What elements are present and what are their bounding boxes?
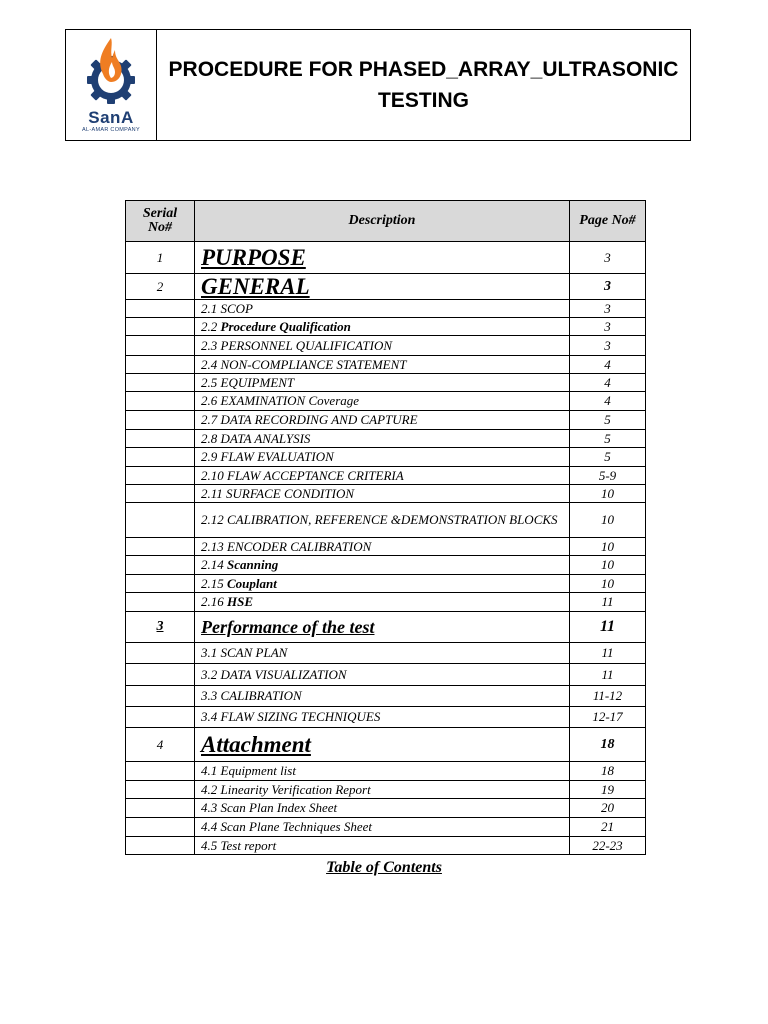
section-number: 3.1 [201, 645, 218, 660]
entry-title: Scan Plane Techniques Sheet [220, 819, 373, 834]
description-cell [195, 538, 570, 556]
section-number: 2.5 [201, 374, 218, 390]
section-row [126, 242, 646, 274]
entry-title: Scan Plan Index Sheet [220, 800, 338, 815]
serial-cell [126, 799, 195, 818]
entry-title: FLAW EVALUATION [220, 449, 334, 464]
table-row [126, 300, 646, 318]
table-row [126, 448, 646, 467]
entry-title: SURFACE CONDITION [226, 485, 355, 501]
table-row [126, 799, 646, 818]
entry-title: DATA ANALYSIS [220, 430, 311, 446]
section-title: Attachment [201, 731, 311, 757]
entry-title: Test report [220, 837, 277, 853]
company-subtitle: AL-AMAR COMPANY [82, 127, 140, 133]
description-cell [195, 242, 570, 274]
description-cell [195, 485, 570, 503]
entry-title: ENCODER CALIBRATION [227, 538, 372, 554]
page-cell: 11 [570, 593, 646, 612]
description-cell [195, 575, 570, 593]
section-row [126, 274, 646, 300]
description-cell [195, 411, 570, 430]
section-number: 2.3 [201, 337, 218, 353]
table-row [126, 593, 646, 612]
page-cell: 4 [570, 356, 646, 374]
description-cell [195, 374, 570, 392]
page-cell: 12-17 [570, 707, 646, 728]
entry-title: Procedure Qualification [220, 318, 351, 334]
page-cell: 10 [570, 503, 646, 538]
serial-cell: 2 [126, 274, 195, 300]
serial-cell [126, 818, 195, 837]
table-row [126, 575, 646, 593]
section-number: 4.3 [201, 800, 218, 815]
serial-cell [126, 300, 195, 318]
section-number: 2.13 [201, 538, 224, 554]
section-number: 2.2 [201, 318, 218, 334]
section-title: PURPOSE [201, 244, 306, 270]
table-row [126, 430, 646, 448]
section-number: 2.11 [201, 485, 223, 501]
description-cell [195, 556, 570, 575]
description-cell [195, 318, 570, 336]
section-number: 2.10 [201, 467, 224, 483]
section-number: 2.4 [201, 356, 218, 372]
entry-title: NON-COMPLIANCE STATEMENT [220, 356, 407, 372]
page-cell: 10 [570, 575, 646, 593]
entry-title: CALIBRATION, REFERENCE &DEMONSTRATION BLOCKS [227, 512, 558, 527]
entry-title: FLAW ACCEPTANCE CRITERIA [227, 467, 404, 483]
section-number: 4.2 [201, 781, 218, 797]
page-cell: 5 [570, 411, 646, 430]
serial-cell [126, 411, 195, 430]
description-cell [195, 728, 570, 762]
entry-title: CALIBRATION [220, 688, 302, 703]
page-cell: 11-12 [570, 686, 646, 707]
description-cell [195, 664, 570, 686]
description-cell [195, 686, 570, 707]
section-number: 4.5 [201, 837, 218, 853]
description-cell [195, 818, 570, 837]
section-number: 2.6 [201, 393, 218, 408]
entry-title: Couplant [227, 575, 277, 591]
serial-cell [126, 575, 195, 593]
serial-cell [126, 485, 195, 503]
serial-cell [126, 707, 195, 728]
page-cell: 10 [570, 538, 646, 556]
description-cell [195, 593, 570, 612]
page-cell: 3 [570, 274, 646, 300]
company-brand: SanA [88, 108, 134, 127]
page-cell: 3 [570, 318, 646, 336]
entry-title: PERSONNEL QUALIFICATION [220, 337, 393, 353]
description-cell [195, 467, 570, 485]
table-row [126, 467, 646, 485]
serial-cell [126, 467, 195, 485]
page-cell: 11 [570, 612, 646, 643]
description-cell [195, 356, 570, 374]
page-cell: 3 [570, 300, 646, 318]
document-header [65, 29, 691, 141]
section-number: 2.9 [201, 449, 218, 464]
table-row [126, 781, 646, 799]
table-row [126, 707, 646, 728]
serial-cell [126, 664, 195, 686]
serial-cell [126, 430, 195, 448]
page-cell: 21 [570, 818, 646, 837]
description-cell [195, 799, 570, 818]
table-row [126, 762, 646, 781]
page-cell: 20 [570, 799, 646, 818]
table-row [126, 503, 646, 538]
entry-title: DATA RECORDING AND CAPTURE [220, 412, 418, 427]
header-description: Description [195, 201, 570, 242]
page-cell: 11 [570, 643, 646, 664]
table-row [126, 556, 646, 575]
serial-cell [126, 556, 195, 575]
serial-cell [126, 593, 195, 612]
section-title: Performance of the test [201, 617, 375, 637]
entry-title: SCAN PLAN [220, 645, 288, 660]
page-cell: 5-9 [570, 467, 646, 485]
serial-cell [126, 762, 195, 781]
description-cell [195, 430, 570, 448]
description-cell [195, 612, 570, 643]
description-cell [195, 643, 570, 664]
entry-title: EQUIPMENT [220, 374, 295, 390]
section-number: 3.2 [201, 666, 218, 682]
section-number: 2.14 [201, 557, 224, 572]
section-number: 2.1 [201, 300, 218, 316]
table-row [126, 485, 646, 503]
page-cell: 4 [570, 392, 646, 411]
entry-title: Scanning [227, 557, 279, 572]
description-cell [195, 837, 570, 855]
section-number: 3.3 [201, 688, 218, 703]
serial-cell: 4 [126, 728, 195, 762]
table-of-contents [125, 200, 646, 855]
page-cell: 10 [570, 485, 646, 503]
description-cell [195, 707, 570, 728]
page-cell: 18 [570, 728, 646, 762]
serial-cell [126, 781, 195, 799]
page-cell: 19 [570, 781, 646, 799]
table-row [126, 643, 646, 664]
table-caption: Table of Contents [326, 859, 442, 876]
serial-cell [126, 503, 195, 538]
section-number: 4.4 [201, 819, 218, 834]
page-cell: 10 [570, 556, 646, 575]
table-row [126, 318, 646, 336]
section-row [126, 728, 646, 762]
serial-cell [126, 374, 195, 392]
table-header-row [126, 201, 646, 242]
serial-cell [126, 448, 195, 467]
description-cell [195, 762, 570, 781]
serial-cell [126, 837, 195, 855]
table-row [126, 356, 646, 374]
serial-cell [126, 538, 195, 556]
table-row [126, 538, 646, 556]
entry-title: FLAW SIZING TECHNIQUES [220, 709, 381, 724]
section-number: 2.15 [201, 575, 224, 591]
table-row [126, 411, 646, 430]
page-cell: 5 [570, 430, 646, 448]
description-cell [195, 336, 570, 356]
description-cell [195, 392, 570, 411]
description-cell [195, 448, 570, 467]
entry-title: Linearity Verification Report [220, 781, 371, 797]
table-row [126, 392, 646, 411]
table-row [126, 336, 646, 356]
section-title: GENERAL [201, 273, 310, 299]
page-cell: 22-23 [570, 837, 646, 855]
entry-title: HSE [227, 594, 254, 609]
serial-cell [126, 686, 195, 707]
serial-cell: 1 [126, 242, 195, 274]
page-cell: 11 [570, 664, 646, 686]
section-row [126, 612, 646, 643]
section-number: 2.7 [201, 412, 218, 427]
description-cell [195, 274, 570, 300]
header-page: Page No# [570, 201, 646, 242]
page-cell: 5 [570, 448, 646, 467]
section-number: 2.16 [201, 594, 227, 609]
table-row [126, 664, 646, 686]
entry-title: Equipment list [220, 763, 296, 778]
description-cell [195, 781, 570, 799]
entry-title: SCOP [220, 300, 253, 316]
serial-cell [126, 392, 195, 411]
serial-cell [126, 643, 195, 664]
page-cell: 18 [570, 762, 646, 781]
serial-cell [126, 356, 195, 374]
entry-title: DATA VISUALIZATION [220, 666, 347, 682]
table-row [126, 818, 646, 837]
description-cell [195, 503, 570, 538]
table-row [126, 837, 646, 855]
document-title: PROCEDURE FOR PHASED_ARRAY_ULTRASONIC TESTING [168, 58, 679, 112]
section-number: 2.12 [201, 512, 224, 527]
page-cell: 3 [570, 336, 646, 356]
header-serial: Serial No# [126, 201, 195, 242]
page-cell: 4 [570, 374, 646, 392]
description-cell [195, 300, 570, 318]
section-number: 3.4 [201, 709, 218, 724]
serial-cell: 3 [126, 612, 195, 643]
section-number: 4.1 [201, 763, 218, 778]
table-row [126, 686, 646, 707]
serial-cell [126, 336, 195, 356]
entry-title: EXAMINATION Coverage [220, 393, 360, 408]
section-number: 2.8 [201, 430, 218, 446]
serial-cell [126, 318, 195, 336]
table-row [126, 374, 646, 392]
company-logo [66, 30, 157, 140]
page-cell: 3 [570, 242, 646, 274]
flame-gear-icon [79, 36, 143, 108]
